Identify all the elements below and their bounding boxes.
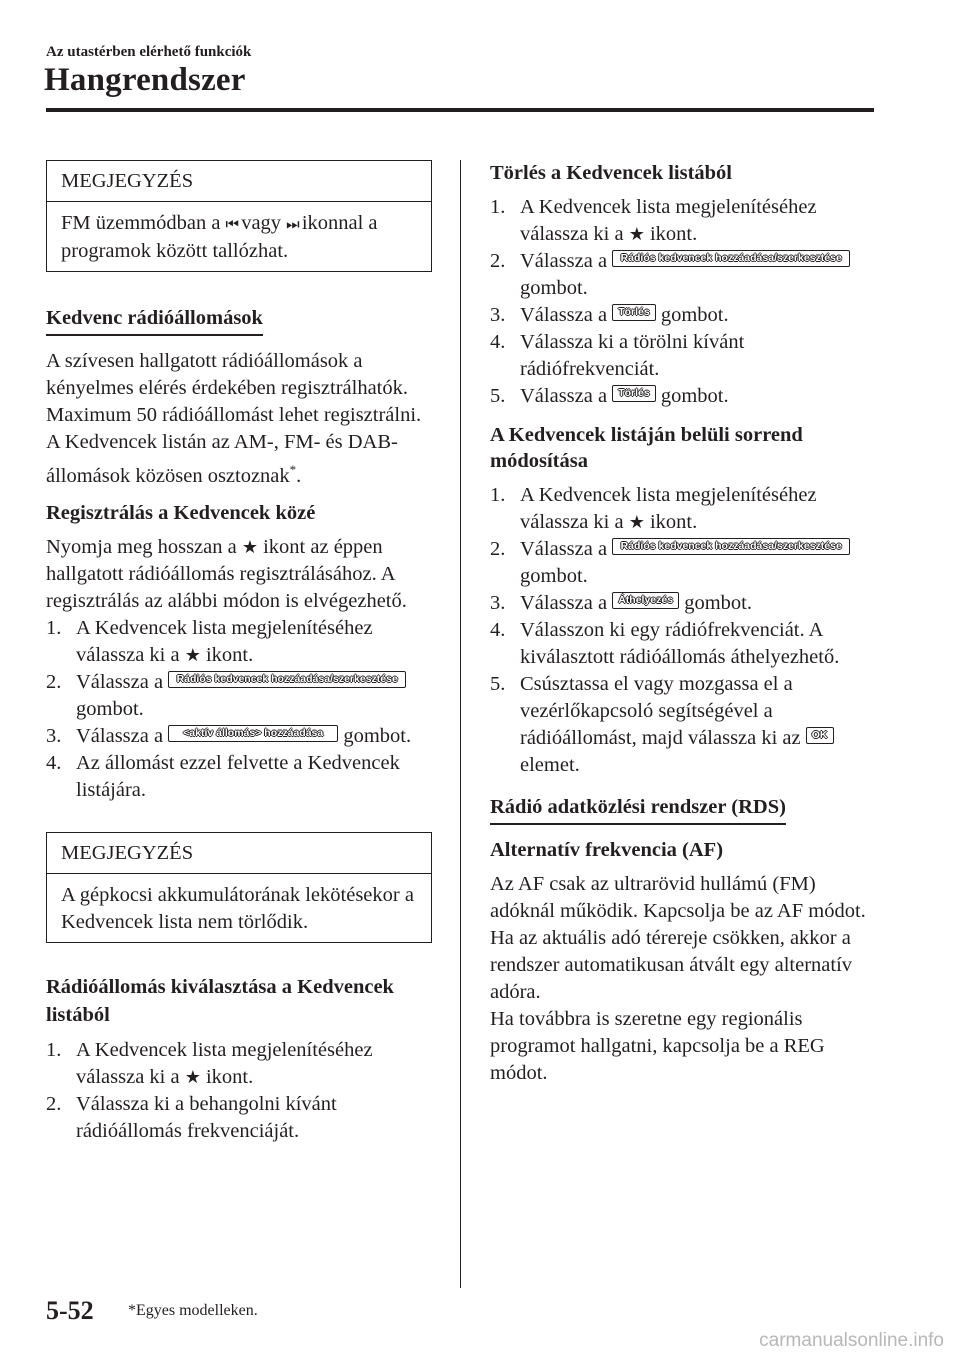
add-edit-favorites-button: Rádiós kedvencek hozzáadása/szerkesztése [168,671,406,688]
watermark: carmanualsonline.info [759,1330,944,1351]
note-text: FM üzemmódban a [61,212,226,234]
af-paragraph: Ha továbbra is szeretne egy regionális programot hallgatni, kapcsolja be a REG módot. [490,1008,825,1084]
right-column [490,160,876,1095]
list-item: 3. Válassza a Áthelyezés gombot. [490,592,752,614]
reorder-steps [490,482,876,779]
list-item: 5. Válassza a Törlés gombot. [490,385,729,407]
favorites-paragraph: A szívesen hallgatott rádióállomások a kényelmes elérés érdekében regisztrálhatók. Maximum 50 rádióállomást lehet regisztrálni. A Kedvencek listán az AM-, FM- és DAB-állomások közösen osztoznak*. [46,350,422,487]
list-item: 1. A Kedvencek lista megjelenítéséhez válassza ki a ★ ikont. [46,1038,373,1088]
note-title: MEGJEGYZÉS [47,161,431,202]
subheading-register: Regisztrálás a Kedvencek közé [46,501,316,524]
register-steps [46,615,432,804]
star-icon: ★ [628,224,645,245]
select-steps [46,1037,432,1145]
ok-button: OK [806,727,834,744]
note-body: A gépkocsi akkumulátorának lekötésekor a Kedvencek lista nem törlődik. [61,883,414,933]
page-title: Hangrendszer [44,62,246,98]
star-icon: ★ [628,512,645,533]
star-icon: ★ [184,1066,201,1088]
note-title: MEGJEGYZÉS [47,833,431,874]
page-number: 5-52 [46,1296,94,1325]
note-text: ikonnal a programok között tallózhat. [61,212,378,262]
list-item: 5. Csúsztassa el vagy mozgassa el a vezérlőkapcsoló segítségével a rádióállomást, majd válassza ki az OK elemet. [490,671,876,779]
left-column [46,160,432,1145]
list-item: 4. Az állomást ezzel felvette a Kedvencek listájára. [46,751,400,801]
delete-button: Törlés [612,304,656,321]
header-rule [46,108,874,112]
move-button: Áthelyezés [612,592,679,609]
note-box-fm [46,160,432,272]
add-active-station-button: <aktív állomás> hozzáadása [168,725,338,742]
add-edit-favorites-button: Rádiós kedvencek hozzáadása/szerkesztése [612,250,850,267]
subheading-reorder: A Kedvencek listáján belüli sorrend módosítása [490,424,803,472]
list-item: 3. Válassza a Törlés gombot. [490,304,729,326]
prev-track-icon: ⏮ [225,215,237,233]
delete-steps [490,194,876,410]
asterisk-mark: * [289,462,297,477]
star-icon: ★ [184,644,201,666]
af-paragraph: Az AF csak az ultrarövid hullámú (FM) adóknál működik. Kapcsolja be az AF módot. Ha az aktuális adó térereje csökken, akkor a rendszer automatikusan átvált egy alternatív adóra. [490,873,866,1003]
register-paragraph: Nyomja meg hosszan a ★ ikont az éppen hallgatott rádióállomás regisztrálásához. A regisztrálás az alábbi módon is elvégezhető. [46,535,407,612]
footnote: *Egyes modelleken. [128,1302,258,1319]
delete-button: Törlés [612,385,656,402]
subheading-af: Alternatív frekvencia (AF) [490,839,724,861]
note-text: vagy [236,212,287,234]
column-divider [460,160,461,1288]
list-item: 2. Válassza a Rádiós kedvencek hozzáadása/szerkesztése gombot. [490,536,876,590]
list-item: 2. Válassza a Rádiós kedvencek hozzáadása/szerkesztése gombot. [490,248,876,302]
list-item: 1. A Kedvencek lista megjelenítéséhez válassza ki a ★ ikont. [46,616,373,666]
note-box-battery [46,832,432,943]
list-item: 4. Válassza ki a törölni kívánt rádiófrekvenciát. [490,331,745,380]
list-item: 1. A Kedvencek lista megjelenítéséhez válassza ki a ★ ikont. [490,196,817,245]
note-body [47,202,431,271]
header-subtitle: Az utastérben elérhető funkciók [46,44,252,60]
list-item: 1. A Kedvencek lista megjelenítéséhez válassza ki a ★ ikont. [490,484,817,533]
add-edit-favorites-button: Rádiós kedvencek hozzáadása/szerkesztése [612,538,850,555]
list-item: 2. Válassza a Rádiós kedvencek hozzáadása/szerkesztése gombot. [46,669,432,723]
subheading-delete: Törlés a Kedvencek listából [490,162,733,184]
list-item: 4. Válasszon ki egy rádiófrekvenciát. A kiválasztott rádióállomás áthelyezhető. [490,619,840,668]
section-heading-favorites: Kedvenc rádióállomások [46,304,263,336]
next-track-icon: ⏭ [286,215,297,233]
section-heading-rds: Rádió adatközlési rendszer (RDS) [490,793,786,825]
list-item: 2. Válassza ki a behangolni kívánt rádióállomás frekvenciáját. [46,1092,337,1142]
list-item: 3. Válassza a <aktív állomás> hozzáadása gombot. [46,724,412,747]
subheading-select: Rádióállomás kiválasztása a Kedvencek listából [46,975,394,1026]
star-icon: ★ [241,536,258,558]
